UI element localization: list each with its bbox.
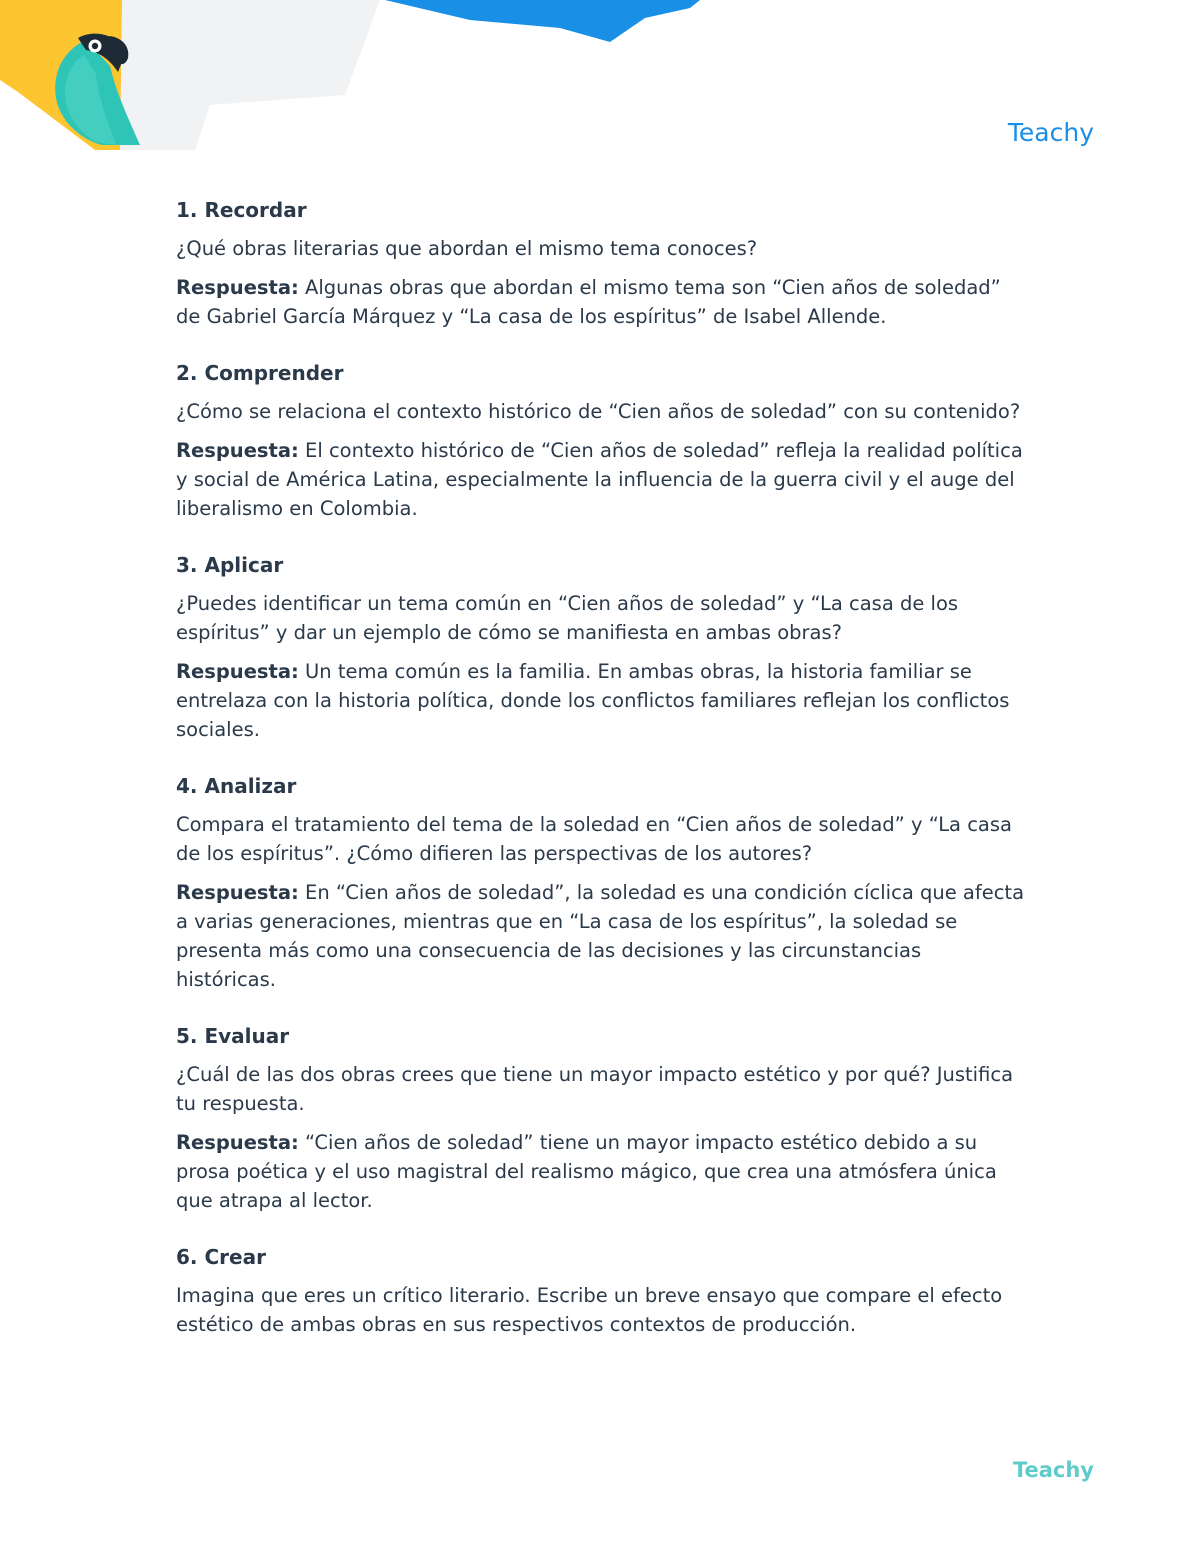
section-heading: 3. Aplicar — [176, 553, 284, 577]
header-decoration — [0, 0, 720, 150]
section-heading: 2. Comprender — [176, 361, 344, 385]
blue-shape — [385, 0, 700, 42]
question-section-4 — [176, 772, 1026, 994]
question-text: ¿Cuál de las dos obras crees que tiene un mayor impacto estético y por qué? Justifica tu respuesta. — [176, 1063, 1014, 1115]
answer-paragraph — [176, 273, 1026, 331]
answer-text: Un tema común es la familia. En ambas obras, la historia familiar se entrelaza con la historia política, donde los conflictos familiares reflejan los conflictos sociales. — [176, 660, 1010, 741]
answer-text: En “Cien años de soledad”, la soledad es una condición cíclica que afecta a varias generaciones, mientras que en “La casa de los espíritus”, la soledad se presenta más como una consecuencia de las decisiones y las circunstancias históricas. — [176, 881, 1025, 991]
question-text: ¿Qué obras literarias que abordan el mismo tema conoces? — [176, 237, 758, 260]
question-section-5 — [176, 1022, 1026, 1215]
question-section-2 — [176, 359, 1026, 523]
answer-text: “Cien años de soledad” tiene un mayor impacto estético debido a su prosa poética y el uso magistral del realismo mágico, que crea una atmósfera única que atrapa al lector. — [176, 1131, 997, 1212]
answer-paragraph — [176, 657, 1026, 744]
section-heading: 6. Crear — [176, 1245, 266, 1269]
question-text: ¿Puedes identificar un tema común en “Cien años de soledad” y “La casa de los espíritus” y dar un ejemplo de cómo se manifiesta en ambas obras? — [176, 592, 959, 644]
question-section-1 — [176, 196, 1026, 331]
question-text: ¿Cómo se relaciona el contexto histórico de “Cien años de soledad” con su contenido? — [176, 400, 1021, 423]
answer-paragraph — [176, 878, 1026, 994]
brand-logo-text-bottom: Teachy — [1012, 1458, 1094, 1482]
question-text: Compara el tratamiento del tema de la soledad en “Cien años de soledad” y “La casa de los espíritus”. ¿Cómo difieren las perspectivas de los autores? — [176, 813, 1012, 865]
question-section-3 — [176, 551, 1026, 744]
section-heading: 5. Evaluar — [176, 1024, 290, 1048]
answer-text: Algunas obras que abordan el mismo tema son “Cien años de soledad” de Gabriel García Márquez y “La casa de los espíritus” de Isabel Allende. — [176, 276, 1001, 328]
brand-logo-text-top: Teachy — [1007, 118, 1094, 147]
section-heading: 1. Recordar — [176, 198, 307, 222]
answer-label: Respuesta: — [176, 439, 299, 462]
answer-text: El contexto histórico de “Cien años de soledad” refleja la realidad política y social de América Latina, especialmente la influencia de la guerra civil y el auge del liberalismo en Colombia. — [176, 439, 1023, 520]
document-body — [176, 196, 1026, 1367]
answer-label: Respuesta: — [176, 1131, 299, 1154]
answer-paragraph — [176, 436, 1026, 523]
answer-label: Respuesta: — [176, 276, 299, 299]
answer-label: Respuesta: — [176, 660, 299, 683]
question-text: Imagina que eres un crítico literario. Escribe un breve ensayo que compare el efecto estético de ambas obras en sus respectivos contextos de producción. — [176, 1284, 1003, 1336]
gray-background-shape — [120, 0, 380, 150]
question-section-6 — [176, 1243, 1026, 1339]
answer-paragraph — [176, 1128, 1026, 1215]
answer-label: Respuesta: — [176, 881, 299, 904]
section-heading: 4. Analizar — [176, 774, 297, 798]
